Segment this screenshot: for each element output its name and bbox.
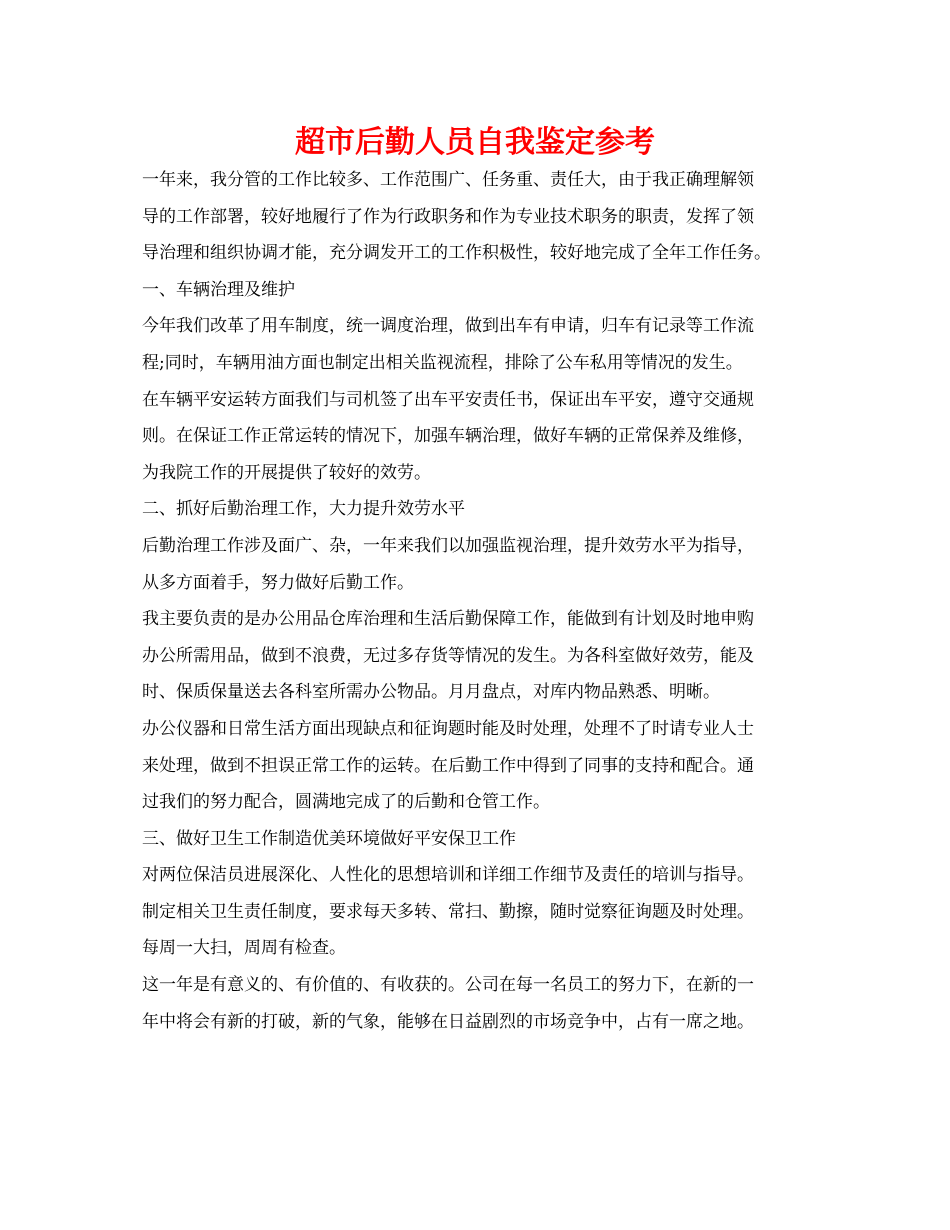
body-line: 我主要负责的是办公用品仓库治理和生活后勤保障工作，能做到有计划及时地申购 xyxy=(142,609,754,630)
document-body xyxy=(142,162,842,1040)
body-line: 今年我们改革了用车制度，统一调度治理，做到出车有申请，归车有记录等工作流 xyxy=(142,316,754,337)
body-line: 导治理和组织协调才能，充分调发开工的工作积极性，较好地完成了全年工作任务。 xyxy=(142,243,771,264)
body-line: 一年来，我分管的工作比较多、工作范围广、任务重、责任大，由于我正确理解领 xyxy=(142,170,754,190)
body-line: 办公所需用品，做到不浪费，无过多存货等情况的发生。为各科室做好效劳，能及 xyxy=(142,645,754,666)
body-line: 制定相关卫生责任制度，要求每天多转、常扫、勤擦，随时觉察征询题及时处理。 xyxy=(142,901,754,922)
body-line: 来处理，做到不担误正常工作的运转。在后勤工作中得到了同事的支持和配合。通 xyxy=(142,755,754,776)
body-line: 程;同时，车辆用油方面也制定出相关监视流程，排除了公车私用等情况的发生。 xyxy=(142,352,743,373)
body-line: 为我院工作的开展提供了较好的效劳。 xyxy=(142,462,431,483)
section-heading-logistics: 二、抓好后勤治理工作，大力提升效劳水平 xyxy=(142,499,465,520)
body-line: 则。在保证工作正常运转的情况下，加强车辆治理，做好车辆的正常保养及维修， xyxy=(142,426,754,447)
body-line: 过我们的努力配合，圆满地完成了的后勤和仓管工作。 xyxy=(142,792,550,813)
body-line: 导的工作部署，较好地履行了作为行政职务和作为专业技术职务的职责，发挥了领 xyxy=(142,206,754,227)
body-line: 对两位保洁员进展深化、人性化的思想培训和详细工作细节及责任的培训与指导。 xyxy=(142,865,754,886)
section-heading-vehicle: 一、车辆治理及维护 xyxy=(142,279,295,300)
document-title: 超市后勤人员自我鉴定参考 xyxy=(295,125,655,160)
body-line: 办公仪器和日常生活方面出现缺点和征询题时能及时处理，处理不了时请专业人士 xyxy=(142,718,754,739)
body-line: 这一年是有意义的、有价值的、有收获的。公司在每一名员工的努力下，在新的一 xyxy=(142,975,754,996)
body-line: 在车辆平安运转方面我们与司机签了出车平安责任书，保证出车平安，遵守交通规 xyxy=(142,389,754,410)
body-line: 每周一大扫，周周有检查。 xyxy=(142,938,346,959)
body-line: 从多方面着手，努力做好后勤工作。 xyxy=(142,572,414,593)
body-line: 后勤治理工作涉及面广、杂，一年来我们以加强监视治理，提升效劳水平为指导， xyxy=(142,535,754,556)
section-heading-hygiene: 三、做好卫生工作制造优美环境做好平安保卫工作 xyxy=(142,828,516,849)
body-line: 年中将会有新的打破，新的气象，能够在日益剧烈的市场竞争中，占有一席之地。 xyxy=(142,1011,754,1032)
body-line: 时、保质保量送去各科室所需办公物品。月月盘点，对库内物品熟悉、明晰。 xyxy=(142,682,720,703)
